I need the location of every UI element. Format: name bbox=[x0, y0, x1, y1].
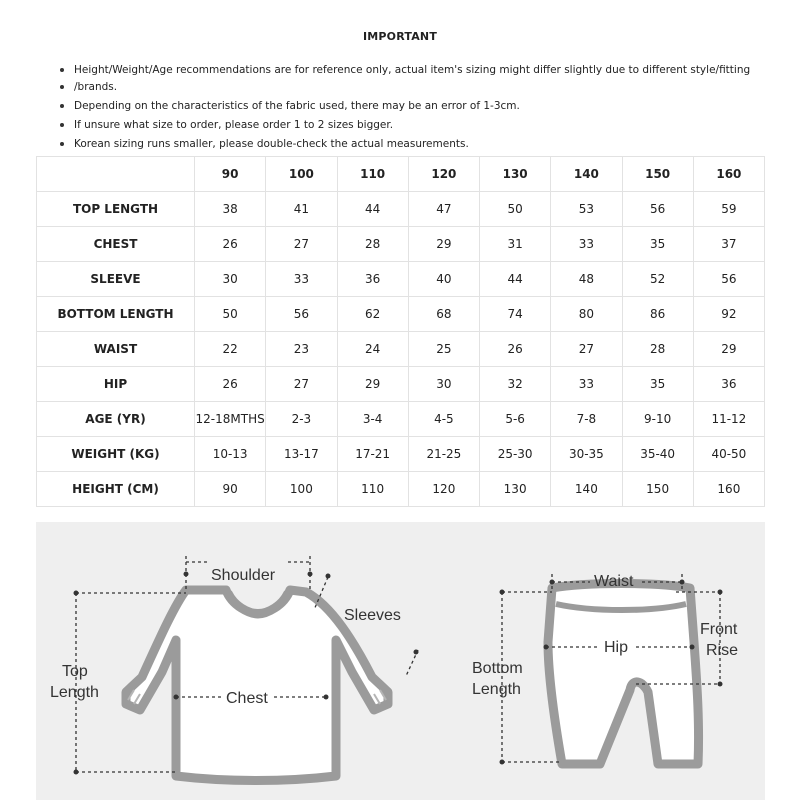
shoulder-dot bbox=[184, 572, 189, 577]
measurement-value: 35-40 bbox=[622, 437, 693, 472]
hip-dot bbox=[690, 645, 695, 650]
measurement-label: CHEST bbox=[37, 227, 195, 262]
measurement-value: 68 bbox=[408, 297, 479, 332]
front-rise-dot bbox=[718, 590, 723, 595]
waist-dot bbox=[550, 580, 555, 585]
measurement-value: 44 bbox=[480, 262, 551, 297]
measurement-value: 33 bbox=[266, 262, 337, 297]
measurement-value: 56 bbox=[266, 297, 337, 332]
sleeves-dot bbox=[414, 650, 419, 655]
size-chart-table bbox=[36, 156, 765, 507]
top-length-dot bbox=[74, 770, 79, 775]
measurement-value: 74 bbox=[480, 297, 551, 332]
measurement-label: HEIGHT (CM) bbox=[37, 472, 195, 507]
measurement-value: 28 bbox=[337, 227, 408, 262]
measurement-value: 50 bbox=[195, 297, 266, 332]
label-top-length: Length bbox=[50, 684, 99, 701]
measurement-value: 2-3 bbox=[266, 402, 337, 437]
measurement-value: 80 bbox=[551, 297, 622, 332]
measurement-value: 92 bbox=[693, 297, 764, 332]
measurement-value: 35 bbox=[622, 227, 693, 262]
size-row bbox=[37, 472, 765, 507]
measurement-value: 160 bbox=[693, 472, 764, 507]
label-waist: Waist bbox=[594, 573, 634, 590]
measurement-value: 35 bbox=[622, 367, 693, 402]
measurement-value: 23 bbox=[266, 332, 337, 367]
size-row bbox=[37, 367, 765, 402]
measurement-value: 30 bbox=[195, 262, 266, 297]
size-row bbox=[37, 262, 765, 297]
measurement-value: 90 bbox=[195, 472, 266, 507]
measurement-value: 130 bbox=[480, 472, 551, 507]
measurement-value: 9-10 bbox=[622, 402, 693, 437]
size-header: 130 bbox=[480, 157, 551, 192]
measurement-value: 5-6 bbox=[480, 402, 551, 437]
measurement-value: 21-25 bbox=[408, 437, 479, 472]
label-front-rise: Front bbox=[700, 621, 738, 638]
measurement-value: 50 bbox=[480, 192, 551, 227]
measurement-label: BOTTOM LENGTH bbox=[37, 297, 195, 332]
measurement-value: 7-8 bbox=[551, 402, 622, 437]
measurement-value: 40-50 bbox=[693, 437, 764, 472]
sleeves-dot bbox=[326, 574, 331, 579]
measurement-diagram-svg bbox=[36, 522, 765, 800]
note-item: If unsure what size to order, please order 1 to 2 sizes bigger. bbox=[60, 116, 780, 135]
shoulder-dot bbox=[308, 572, 313, 577]
label-bottom-length: Bottom bbox=[472, 660, 523, 677]
hip-dot bbox=[544, 645, 549, 650]
measurement-value: 53 bbox=[551, 192, 622, 227]
label-bottom-length: Length bbox=[472, 681, 521, 698]
size-header: 110 bbox=[337, 157, 408, 192]
measurement-value: 56 bbox=[622, 192, 693, 227]
size-header: 120 bbox=[408, 157, 479, 192]
bottom-length-dot bbox=[500, 590, 505, 595]
waist-dot bbox=[680, 580, 685, 585]
measurement-value: 12-18MTHS bbox=[195, 402, 266, 437]
label-front-rise: Rise bbox=[706, 642, 739, 659]
size-row bbox=[37, 332, 765, 367]
measurement-value: 26 bbox=[195, 227, 266, 262]
measurement-value: 22 bbox=[195, 332, 266, 367]
top-length-dot bbox=[74, 591, 79, 596]
measurement-value: 27 bbox=[266, 227, 337, 262]
measurement-value: 62 bbox=[337, 297, 408, 332]
measurement-value: 25 bbox=[408, 332, 479, 367]
measurement-value: 27 bbox=[551, 332, 622, 367]
size-row bbox=[37, 227, 765, 262]
measurement-value: 33 bbox=[551, 227, 622, 262]
measurement-value: 37 bbox=[693, 227, 764, 262]
measurement-value: 26 bbox=[480, 332, 551, 367]
measurement-value: 56 bbox=[693, 262, 764, 297]
measurement-value: 86 bbox=[622, 297, 693, 332]
measurement-value: 29 bbox=[693, 332, 764, 367]
measurement-value: 36 bbox=[693, 367, 764, 402]
measurement-value: 110 bbox=[337, 472, 408, 507]
size-header: 140 bbox=[551, 157, 622, 192]
measurement-value: 10-13 bbox=[195, 437, 266, 472]
bottom-length-dot bbox=[500, 760, 505, 765]
measurement-value: 17-21 bbox=[337, 437, 408, 472]
measurement-value: 32 bbox=[480, 367, 551, 402]
note-item: Height/Weight/Age recommendations are for reference only, actual item's sizing might differ slightly due to different style/fitting bbox=[60, 61, 780, 80]
measurement-label: AGE (YR) bbox=[37, 402, 195, 437]
measurement-value: 36 bbox=[337, 262, 408, 297]
notes-list bbox=[60, 61, 780, 154]
measurement-value: 11-12 bbox=[693, 402, 764, 437]
note-item: Depending on the characteristics of the fabric used, there may be an error of 1-3cm. bbox=[60, 97, 780, 116]
measurement-value: 44 bbox=[337, 192, 408, 227]
measurement-value: 52 bbox=[622, 262, 693, 297]
measurement-value: 26 bbox=[195, 367, 266, 402]
size-header: 100 bbox=[266, 157, 337, 192]
size-header: 160 bbox=[693, 157, 764, 192]
measurement-label: SLEEVE bbox=[37, 262, 195, 297]
measurement-value: 3-4 bbox=[337, 402, 408, 437]
pants-illustration bbox=[548, 584, 699, 765]
page-title: IMPORTANT bbox=[362, 30, 438, 43]
measurement-value: 33 bbox=[551, 367, 622, 402]
measurement-value: 100 bbox=[266, 472, 337, 507]
measurement-diagram bbox=[36, 522, 765, 800]
note-item: Korean sizing runs smaller, please double-check the actual measurements. bbox=[60, 135, 780, 154]
size-header-row bbox=[37, 157, 765, 192]
measurement-label: HIP bbox=[37, 367, 195, 402]
measurement-value: 47 bbox=[408, 192, 479, 227]
measurement-label: TOP LENGTH bbox=[37, 192, 195, 227]
chest-dot bbox=[174, 695, 179, 700]
measurement-value: 140 bbox=[551, 472, 622, 507]
measurement-value: 4-5 bbox=[408, 402, 479, 437]
measurement-value: 38 bbox=[195, 192, 266, 227]
measurement-value: 13-17 bbox=[266, 437, 337, 472]
measurement-value: 30 bbox=[408, 367, 479, 402]
measurement-value: 48 bbox=[551, 262, 622, 297]
measurement-value: 27 bbox=[266, 367, 337, 402]
measurement-value: 30-35 bbox=[551, 437, 622, 472]
corner-cell bbox=[37, 157, 195, 192]
measurement-label: WEIGHT (KG) bbox=[37, 437, 195, 472]
measurement-value: 24 bbox=[337, 332, 408, 367]
measurement-value: 150 bbox=[622, 472, 693, 507]
label-chest: Chest bbox=[226, 690, 268, 707]
size-row bbox=[37, 437, 765, 472]
note-item-continuation: /brands. bbox=[60, 78, 780, 97]
measurement-value: 28 bbox=[622, 332, 693, 367]
measurement-value: 40 bbox=[408, 262, 479, 297]
size-header: 90 bbox=[195, 157, 266, 192]
size-row bbox=[37, 192, 765, 227]
measurement-value: 120 bbox=[408, 472, 479, 507]
label-shoulder: Shoulder bbox=[211, 567, 276, 584]
front-rise-dot bbox=[718, 682, 723, 687]
measurement-value: 29 bbox=[337, 367, 408, 402]
size-header: 150 bbox=[622, 157, 693, 192]
label-sleeves: Sleeves bbox=[344, 607, 401, 624]
chest-dot bbox=[324, 695, 329, 700]
measurement-value: 29 bbox=[408, 227, 479, 262]
measurement-label: WAIST bbox=[37, 332, 195, 367]
size-row bbox=[37, 297, 765, 332]
size-row bbox=[37, 402, 765, 437]
measurement-value: 31 bbox=[480, 227, 551, 262]
measurement-value: 59 bbox=[693, 192, 764, 227]
measurement-value: 25-30 bbox=[480, 437, 551, 472]
label-hip: Hip bbox=[604, 639, 629, 656]
measurement-value: 41 bbox=[266, 192, 337, 227]
label-top-length: Top bbox=[62, 663, 88, 680]
